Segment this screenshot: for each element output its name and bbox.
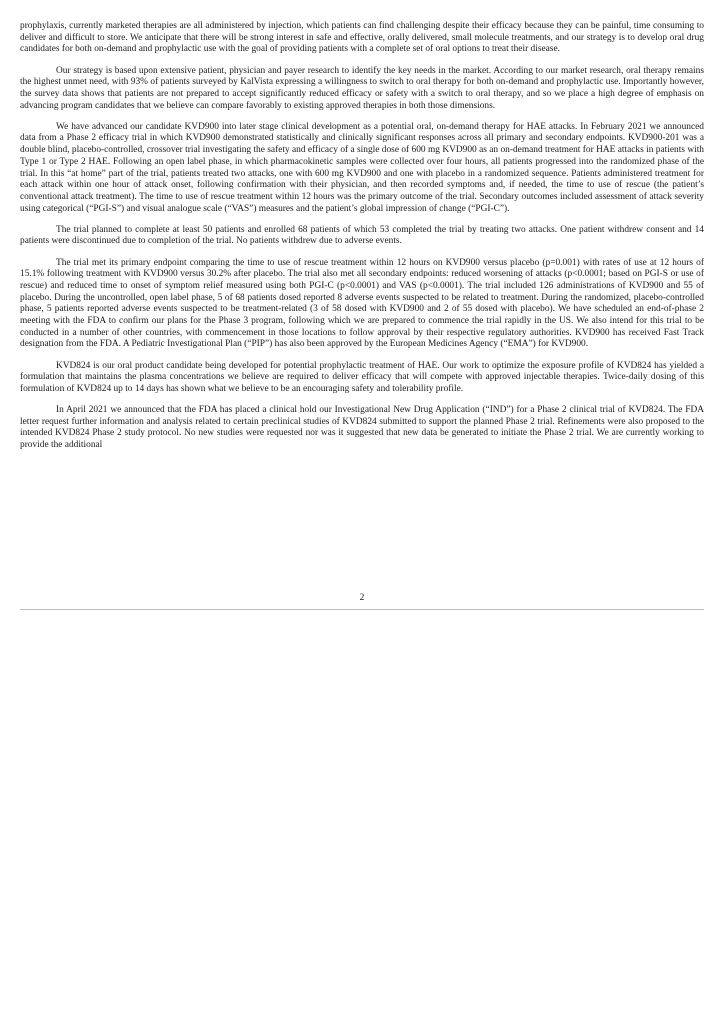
paragraph-4: The trial planned to complete at least 50 patients and enrolled 68 patients of which 53 completed the trial by treating two attacks. One patient withdrew consent and 14 patients were discontinued due to completion of the trial. No patients withdrew due to adverse events. — [20, 224, 704, 247]
paragraph-6: KVD824 is our oral product candidate being developed for potential prophylactic treatment of HAE. Our work to optimize the exposure profile of KVD824 has yielded a formulation that maintains the plasma concentrations we believe are required to deliver efficacy that will compete with approved injectable therapies. Twice-daily dosing of this formulation of KVD824 up to 14 days has shown what we believe to be an encouraging safety and tolerability profile. — [20, 360, 704, 394]
page-number: 2 — [359, 593, 365, 603]
document-body — [20, 21, 704, 461]
paragraph-3: We have advanced our candidate KVD900 into later stage clinical development as a potential oral, on-demand therapy for HAE attacks. In February 2021 we announced data from a Phase 2 efficacy trial in which KVD900 demonstrated statistically and clinically significant responses across all primary and secondary endpoints. KVD900-201 was a double blind, placebo-controlled, crossover trial investigating the safety and efficacy of a single dose of 600 mg KVD900 as an on-demand treatment for HAE attacks in patients with Type 1 or Type 2 HAE. Following an open label phase, in which pharmacokinetic samples were collected over four hours, all patients progressed into the randomized phase of the trial. In this “at home” part of the trial, patients treated two attacks, one with 600 mg KVD900 and one with placebo in a randomized sequence. Patients administered treatment for each attack within one hour of attack onset, following confirmation with their physician, and then recorded symptoms and, if needed, the time to use of rescue (the patient’s conventional attack treatment). The time to use of rescue treatment within 12 hours was the primary outcome of the trial. Secondary outcomes included assessment of attack severity using categorical (“PGI-S”) and visual analogue scale (“VAS”) measures and the patient’s global impression of change (“PGI-C”). — [20, 121, 704, 214]
paragraph-2: Our strategy is based upon extensive patient, physician and payer research to identify the key needs in the market. According to our market research, oral therapy remains the highest unmet need, with 93% of patients surveyed by KalVista expressing a willingness to switch to oral therapy for both on-demand and prophylactic use. Importantly however, the survey data shows that patients are not prepared to accept significantly reduced efficacy or safety with a switch to oral therapy, and so we place a high degree of emphasis on advancing program candidates that we believe can compare favorably to existing approved therapies in both those dimensions. — [20, 65, 704, 111]
paragraph-1: prophylaxis, currently marketed therapies are all administered by injection, which patients can find challenging despite their efficacy because they can be painful, time consuming to deliver and difficult to store. We anticipate that there will be strong interest in safe and effective, orally delivered, small molecule treatments, and our strategy is to develop oral drug candidates for both on-demand and prophylactic use with the goal of providing patients with a complete set of oral options to treat their disease. — [20, 21, 704, 55]
page-divider — [20, 609, 704, 610]
paragraph-7: In April 2021 we announced that the FDA has placed a clinical hold our Investigational New Drug Application (“IND”) for a Phase 2 clinical trial of KVD824. The FDA letter request further information and analysis related to certain preclinical studies of KVD824 submitted to support the planned Phase 2 trial. Refinements were also proposed to the intended KVD824 Phase 2 study protocol. No new studies were requested nor was it suggested that new data be generated to initiate the Phase 2 trial. We are currently working to provide the additional — [20, 405, 704, 451]
paragraph-5: The trial met its primary endpoint comparing the time to use of rescue treatment within 12 hours on KVD900 versus placebo (p=0.001) with rates of use at 12 hours of 15.1% following treatment with KVD900 versus 30.2% after placebo. The trial also met all secondary endpoints: reduced worsening of attacks (p<0.0001; based on PGI-S or use of rescue) and reduced time to onset of symptom relief measured using both PGI-C (p<0.0001) and VAS (p<0.0001). The trial included 126 administrations of KVD900 and 55 of placebo. During the uncontrolled, open label phase, 5 of 68 patients dosed reported 8 adverse events suspected to be related to treatment. During the randomized, placebo-controlled phase, 5 patients reported adverse events suspected to be treatment-related (3 of 58 dosed with KVD900 and 2 of 55 dosed with placebo). We have scheduled an end-of-phase 2 meeting with the FDA to confirm our plans for the Phase 3 program, following which we are prepared to commence the trial rapidly in the US. We also intend for this trial to be conducted in a number of other countries, with commencement in those locations to follow approval by their respective regulatory authorities. KVD900 has received Fast Track designation from the FDA. A Pediatric Investigational Plan (“PIP”) has also been approved by the European Medicines Agency (“EMA”) for KVD900. — [20, 257, 704, 350]
